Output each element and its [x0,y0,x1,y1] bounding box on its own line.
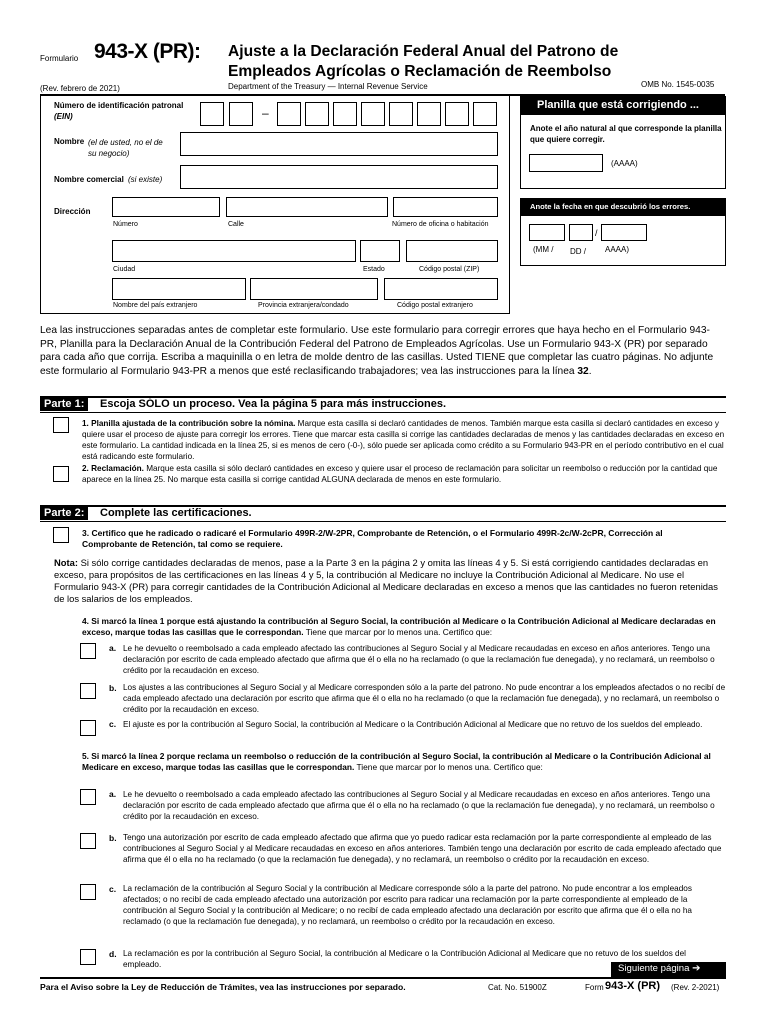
fecha-panel [520,198,726,266]
line4c-text: El ajuste es por la contribución al Seguro Social, la contribución al Medicare o la Contribución Adicional al Medicare que no retuvo de los sueldos del empleado. [123,720,703,729]
catalog-number: Cat. No. 51900Z [488,983,547,992]
postal-extranjero-caption: Código postal extranjero [397,302,473,309]
line5d-text: La reclamación es por la contribución al Seguro Social, la contribución al Medicare o la Contribución Adicional al Medicare que no retuvo de los sueldos del empleado. [123,949,686,969]
arrow-right-icon: ➔ [692,963,701,974]
nombre-field[interactable] [180,132,498,156]
footer-form-label: Form [585,983,604,992]
pais-field[interactable] [112,278,246,300]
letter-4c: c. [109,719,117,729]
postal-extranjero-field[interactable] [384,278,498,300]
checkbox-4a[interactable] [80,643,96,659]
line5b-text: Tengo una autorización por escrito de cada empleado afectado que afirma que yo puedo radicar esta reclamación por la parte correspondiente al empleado de las contribuciones al Seguro Social y al Medicare recaudadas en exceso en años anteriores. También tengo una declaración por escrito de cada empleado afectado que afirma que él o ella no ha reclamado (o que la reclamación fue denegada), y no reclamará, un reembolso o crédito por la recaudación en exceso. [123,833,722,864]
intro-text: Lea las instrucciones separadas antes de completar este formulario. Use este formulario para corregir errores que haya hecho en el Formulario 943-PR, Planilla para la Declaración Anual de la Contribución Federal del Patrono de Empleados Agrícolas. Use un Formulario 943-X (PR) por separado para cada año que corrija. Escriba a maquinilla o en letra de molde dentro de las casillas. Usted TIENE que completar las cuatro páginas. No adjunte este formulario al Formulario 943-PR a menos que esté reclasificando trabajadores; vea las instrucciones para la línea [40,325,714,377]
line4-head: 4. Si marcó la línea 1 porque está ajustando la contribución al Seguro Social, la contribución al Medicare o la Contribución Adicional al Medicare declaradas en exceso, marque todas las casillas que le correspondan. Tiene que marcar por lo menos una. Certifico que: [82,616,716,637]
department-label: Department of the Treasury — Internal Revenue Service [228,82,428,91]
fecha-title: Anote la fecha en que descubrió los errores. [521,199,725,216]
dd-caption: DD / [570,247,586,256]
zip-field[interactable] [406,240,498,262]
nombre-hint: (el de usted, no el de su negocio) [88,138,163,158]
ein-abbr: (EIN) [54,112,73,121]
corrigiendo-title: Planilla que está corrigiendo ... [521,97,725,115]
part1-label: Parte 1: [40,397,88,411]
line5-head: 5. Si marcó la línea 2 porque reclama un reembolso o reducción de la contribución al Seguro Social, la contribución al Medicare o la Contribución Adicional al Medicare en exceso, marque todas las casillas que le correspondan. Tiene que marcar por lo menos una. Certifico que: [82,751,711,772]
line1-text: 1. Planilla ajustada de la contribución sobre la nómina. Marque esta casilla si declaró cantidades de menos. También marque esta casilla si declaró cantidades en exceso y quiere usar el proceso de ajuste para corregir los errores. Tiene que marcar esta casilla si corrige las cantidades declaradas de menos y las cantidades declaradas en exceso en este formulario. La cantidad indicada en la línea 25, si es menos de cero (-0-), sólo puede ser aplicada como crédito a su Formulario 943-PR en el período contributivo en el cual está radicando este formulario. [82,419,725,461]
numero-caption: Número [113,221,138,228]
checkbox-4b[interactable] [80,683,96,699]
ein-digit-9[interactable] [445,102,469,126]
checkbox-5b[interactable] [80,833,96,849]
estado-field[interactable] [360,240,400,262]
part2-label: Parte 2: [40,506,88,520]
letter-5a: a. [109,789,117,799]
nombre-label: Nombre [54,137,85,146]
pais-caption: Nombre del país extranjero [113,302,198,309]
checkbox-line3[interactable] [53,527,69,543]
footer-revision: (Rev. 2-2021) [671,983,720,992]
provincia-caption: Provincia extranjera/condado [258,302,349,309]
part1-title: Escoja SÓLO un proceso. Vea la página 5 para más instrucciones. [100,398,447,410]
ein-digit-3[interactable] [277,102,301,126]
part1-bottom-rule [40,412,726,413]
ciudad-caption: Ciudad [113,266,136,273]
slash-2: / [595,228,598,238]
ein-digit-4[interactable] [305,102,329,126]
intro-end: . [588,365,592,377]
form-title-line2: Empleados Agrícolas o Reclamación de Reembolso [228,63,612,80]
corrigiendo-text: Anote el año natural al que corresponde la planilla que quiere corregir. [530,124,722,144]
checkbox-5d[interactable] [80,949,96,965]
calle-caption: Calle [228,221,244,228]
estado-caption: Estado [363,266,385,273]
checkbox-line2[interactable] [53,466,69,482]
form-number: 943-X (PR): [94,40,201,63]
provincia-field[interactable] [250,278,378,300]
ein-digit-6[interactable] [361,102,385,126]
part2-title: Complete las certificaciones. [100,507,252,519]
line4a-text: Le he devuelto o reembolsado a cada empleado afectado las contribuciones al Seguro Social y al Medicare recaudadas en exceso en años anteriores. Tengo una declaración por escrito de cada empleado afectado que afirma que él o ella no ha reclamado (o que la reclamación fue denegada), y no reclamará, un reembolso o crédito por la recaudación en exceso. [123,644,715,675]
ein-digit-7[interactable] [389,102,413,126]
formulario-label: Formulario [40,54,79,63]
paperwork-notice: Para el Aviso sobre la Ley de Reducción de Trámites, vea las instrucciones por separado. [40,982,406,992]
part2-bottom-rule [40,521,726,522]
ciudad-field[interactable] [112,240,356,262]
month-field[interactable] [529,224,565,241]
omb-number: OMB No. 1545-0035 [641,80,715,89]
checkbox-5c[interactable] [80,884,96,900]
checkbox-4c[interactable] [80,720,96,736]
intro-paragraph [40,324,726,378]
oficina-field[interactable] [393,197,498,217]
form-title-line1: Ajuste a la Declaración Federal Anual del Patrono de [228,43,619,60]
form-header [0,0,770,100]
aaaa2-caption: AAAA) [605,245,630,254]
letter-5c: c. [109,884,117,894]
tax-year-field[interactable] [529,154,603,172]
comercial-hint: (si existe) [128,175,163,184]
line4b-text: Los ajustes a las contribuciones al Seguro Social y al Medicare corresponden sólo a la parte del patrono. No pude encontrar a los empleados afectados o no recibí de cada empleado afectado una declaración por escrito que afirma que él o ella no ha reclamado (o que la reclamación fue denegada), y no reclamará, un reembolso o crédito por la recaudación en exceso. [123,683,726,714]
next-page-label: Siguiente página [618,963,690,974]
letter-4a: a. [109,643,117,653]
letter-5d: d. [109,949,117,959]
checkbox-5a[interactable] [80,789,96,805]
ein-digit-2[interactable] [229,102,253,126]
numero-field[interactable] [112,197,220,217]
intro-line-ref: 32 [577,365,589,377]
ein-digit-1[interactable] [200,102,224,126]
next-page-button[interactable] [611,962,726,977]
line5a-text: Le he devuelto o reembolsado a cada empleado afectado las contribuciones al Seguro Social y al Medicare recaudadas en exceso en años anteriores. Tengo una declaración por escrito de cada empleado afectado que afirma que él o ella no ha reclamado (o que la reclamación fue denegada), y no reclamará, un reembolso o crédito por la recaudación en exceso. [123,790,715,821]
nota-paragraph: Nota: Si sólo corrige cantidades declaradas de menos, pase a la Parte 3 en la página 2 y omita las líneas 4 y 5. Si está corrigiendo cantidades declaradas en exceso, para propósitos de las certificaciones en las líneas 4 y 5, la contribución al Medicare no incluye la Contribución Adicional al Medicare. No use el Formulario 943-X (PR) para corregir cantidades de la Contribución Adicional al Medicare declaradas en exceso a menos que las cantidades no fueron retenidas de los salarios de los empleados. [54,557,718,604]
day-field[interactable] [569,224,593,241]
comercial-label: Nombre comercial [54,175,124,184]
revision-date: (Rev. febrero de 2021) [40,84,120,93]
direccion-label: Dirección [54,207,91,216]
oficina-caption: Número de oficina o habitación [392,221,489,228]
line5c-text: La reclamación de la contribución al Seguro Social y la contribución al Medicare corresponde sólo a la parte del patrono. No pude encontrar a los empleados afectados; o no recibí de cada empleado afectado una autorización por escrito para radicar una reclamación por la parte correspondiente al empleado de la contribución al Seguro Social y la contribución al Medicare; o no recibí de cada empleado afectado una declaración por escrito que afirma que él o ella no ha reclamado (o que la reclamación fue denegada), y no reclamará, un reembolso o crédito por la recaudación en exceso. [123,884,692,926]
line2-text: 2. Reclamación. Marque esta casilla si sólo declaró cantidades en exceso y quiere usar el proceso de reclamación para solicitar un reembolso o reducción por la cantidad que aparece en la línea 25. No marque esta casilla si corrige cantidad ALGUNA declarada de menos en este formulario. [82,464,718,484]
checkbox-line1[interactable] [53,417,69,433]
ein-dash: – [262,106,269,120]
letter-4b: b. [109,683,117,693]
letter-5b: b. [109,833,117,843]
nombre-comercial-field[interactable] [180,165,498,189]
aaaa-caption: (AAAA) [611,159,638,168]
year-field[interactable] [601,224,647,241]
footer-rule [40,977,726,979]
ein-digit-10[interactable] [473,102,497,126]
calle-field[interactable] [226,197,388,217]
ein-digit-5[interactable] [333,102,357,126]
corrigiendo-panel [520,96,726,189]
ein-label: Número de identificación patronal [54,101,184,110]
footer-form-number: 943-X (PR) [605,980,661,992]
ein-digit-8[interactable] [417,102,441,126]
line3-text: 3. Certifico que he radicado o radicaré el Formulario 499R-2/W-2PR, Comprobante de Retención, o el Formulario 499R-2c/W-2cPR, Corrección al Comprobante de Retención, tal como se requiere. [82,528,663,549]
mm-caption: (MM / [533,245,554,254]
zip-caption: Código postal (ZIP) [419,266,480,273]
